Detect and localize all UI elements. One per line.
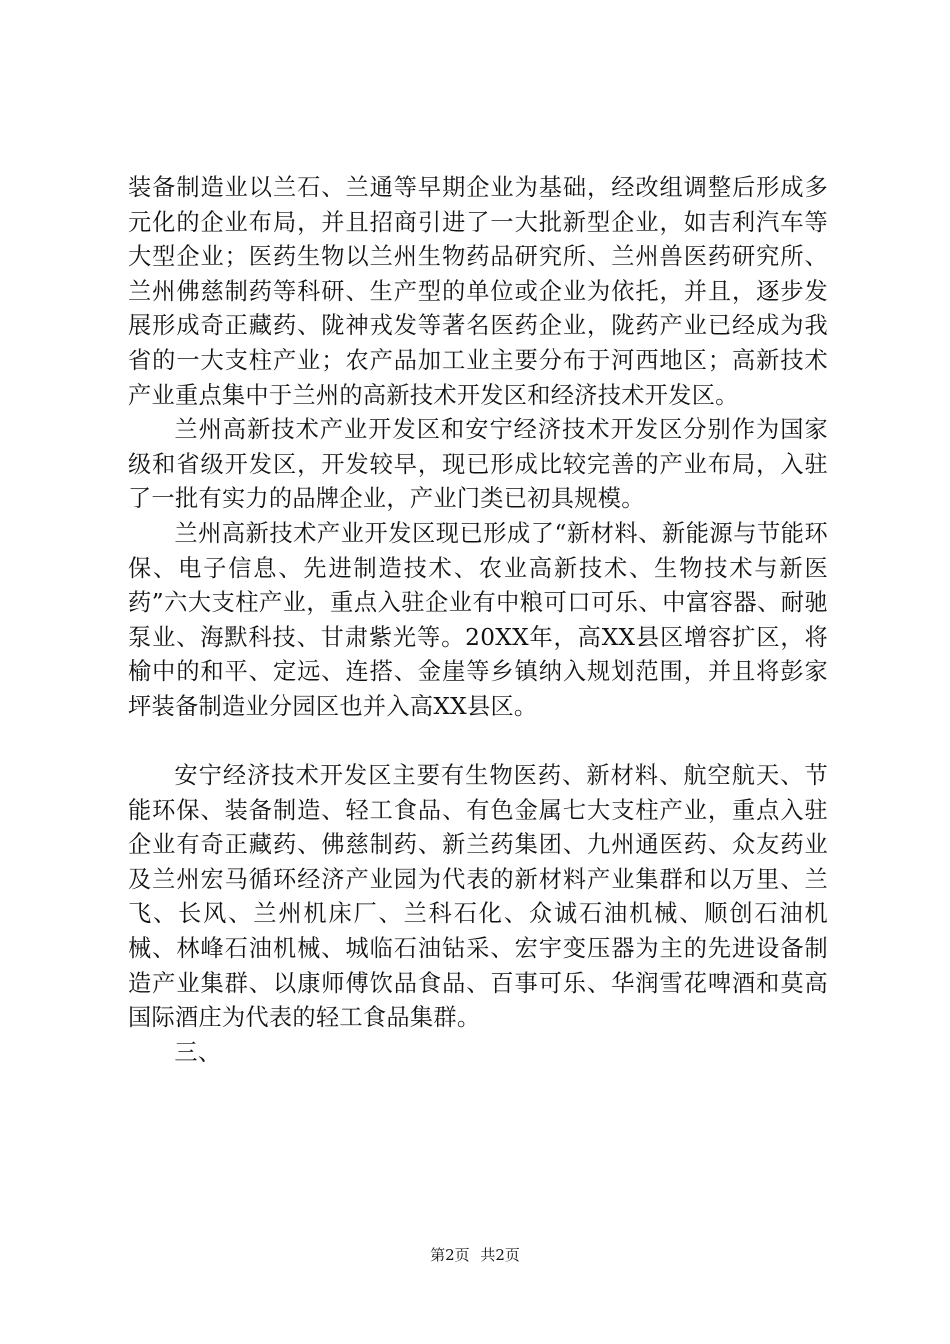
page-total: 共2页	[480, 1246, 520, 1264]
paragraph-section-three-heading: 三、	[174, 1038, 222, 1066]
document-body	[128, 171, 828, 1070]
paragraph-anning-economic-zone: 安宁经济技术开发区主要有生物医药、新材料、航空航天、节能环保、装备制造、轻工食品、有色金属七大支柱产业，重点入驻企业有奇正藏药、佛慈制药、新兰药集团、九州通医药、众友药业及兰州宏马循环经济产业园为代表的新材料产业集群和以万里、兰飞、长风、兰州机床厂、兰科石化、众诚石油机械、顺创石油机械、林峰石油机械、城临石油钻采、宏宇变压器为主的先进设备制造产业集群、以康师傅饮品食品、百事可乐、华润雪花啤酒和莫高国际酒庄为代表的轻工食品集群。	[128, 762, 828, 1032]
paragraph-lanzhou-hightech-zone: 兰州高新技术产业开发区现已形成了“新材料、新能源与节能环保、电子信息、先进制造技术、农业高新技术、生物技术与新医药”六大支柱产业，重点入驻企业有中粮可口可乐、中富容器、耐驰泵业、海默科技、甘肃紫光等。20XX年，高XX县区增容扩区，将榆中的和平、定远、连搭、金崖等乡镇纳入规划范围，并且将彭家坪装备制造业分园区也并入高XX县区。	[128, 519, 828, 720]
paragraph-equipment-manufacturing: 装备制造业以兰石、兰通等早期企业为基础，经改组调整后形成多元化的企业布局，并且招商引进了一大批新型企业，如吉利汽车等大型企业；医药生物以兰州生物药品研究所、兰州兽医药研究所、兰州佛慈制药等科研、生产型的单位或企业为依托，并且，逐步发展形成奇正藏药、陇神戎发等著名医药企业，陇药产业已经成为我省的一大支柱产业；农产品加工业主要分布于河西地区；高新技术产业重点集中于兰州的高新技术开发区和经济技术开发区。	[128, 174, 828, 409]
page-footer	[0, 1245, 950, 1265]
page-number: 第2页	[430, 1246, 470, 1264]
paragraph-development-zones: 兰州高新技术产业开发区和安宁经济技术开发区分别作为国家级和省级开发区，开发较早，现已形成比较完善的产业布局，入驻了一批有实力的品牌企业，产业门类已初具规模。	[128, 416, 828, 513]
